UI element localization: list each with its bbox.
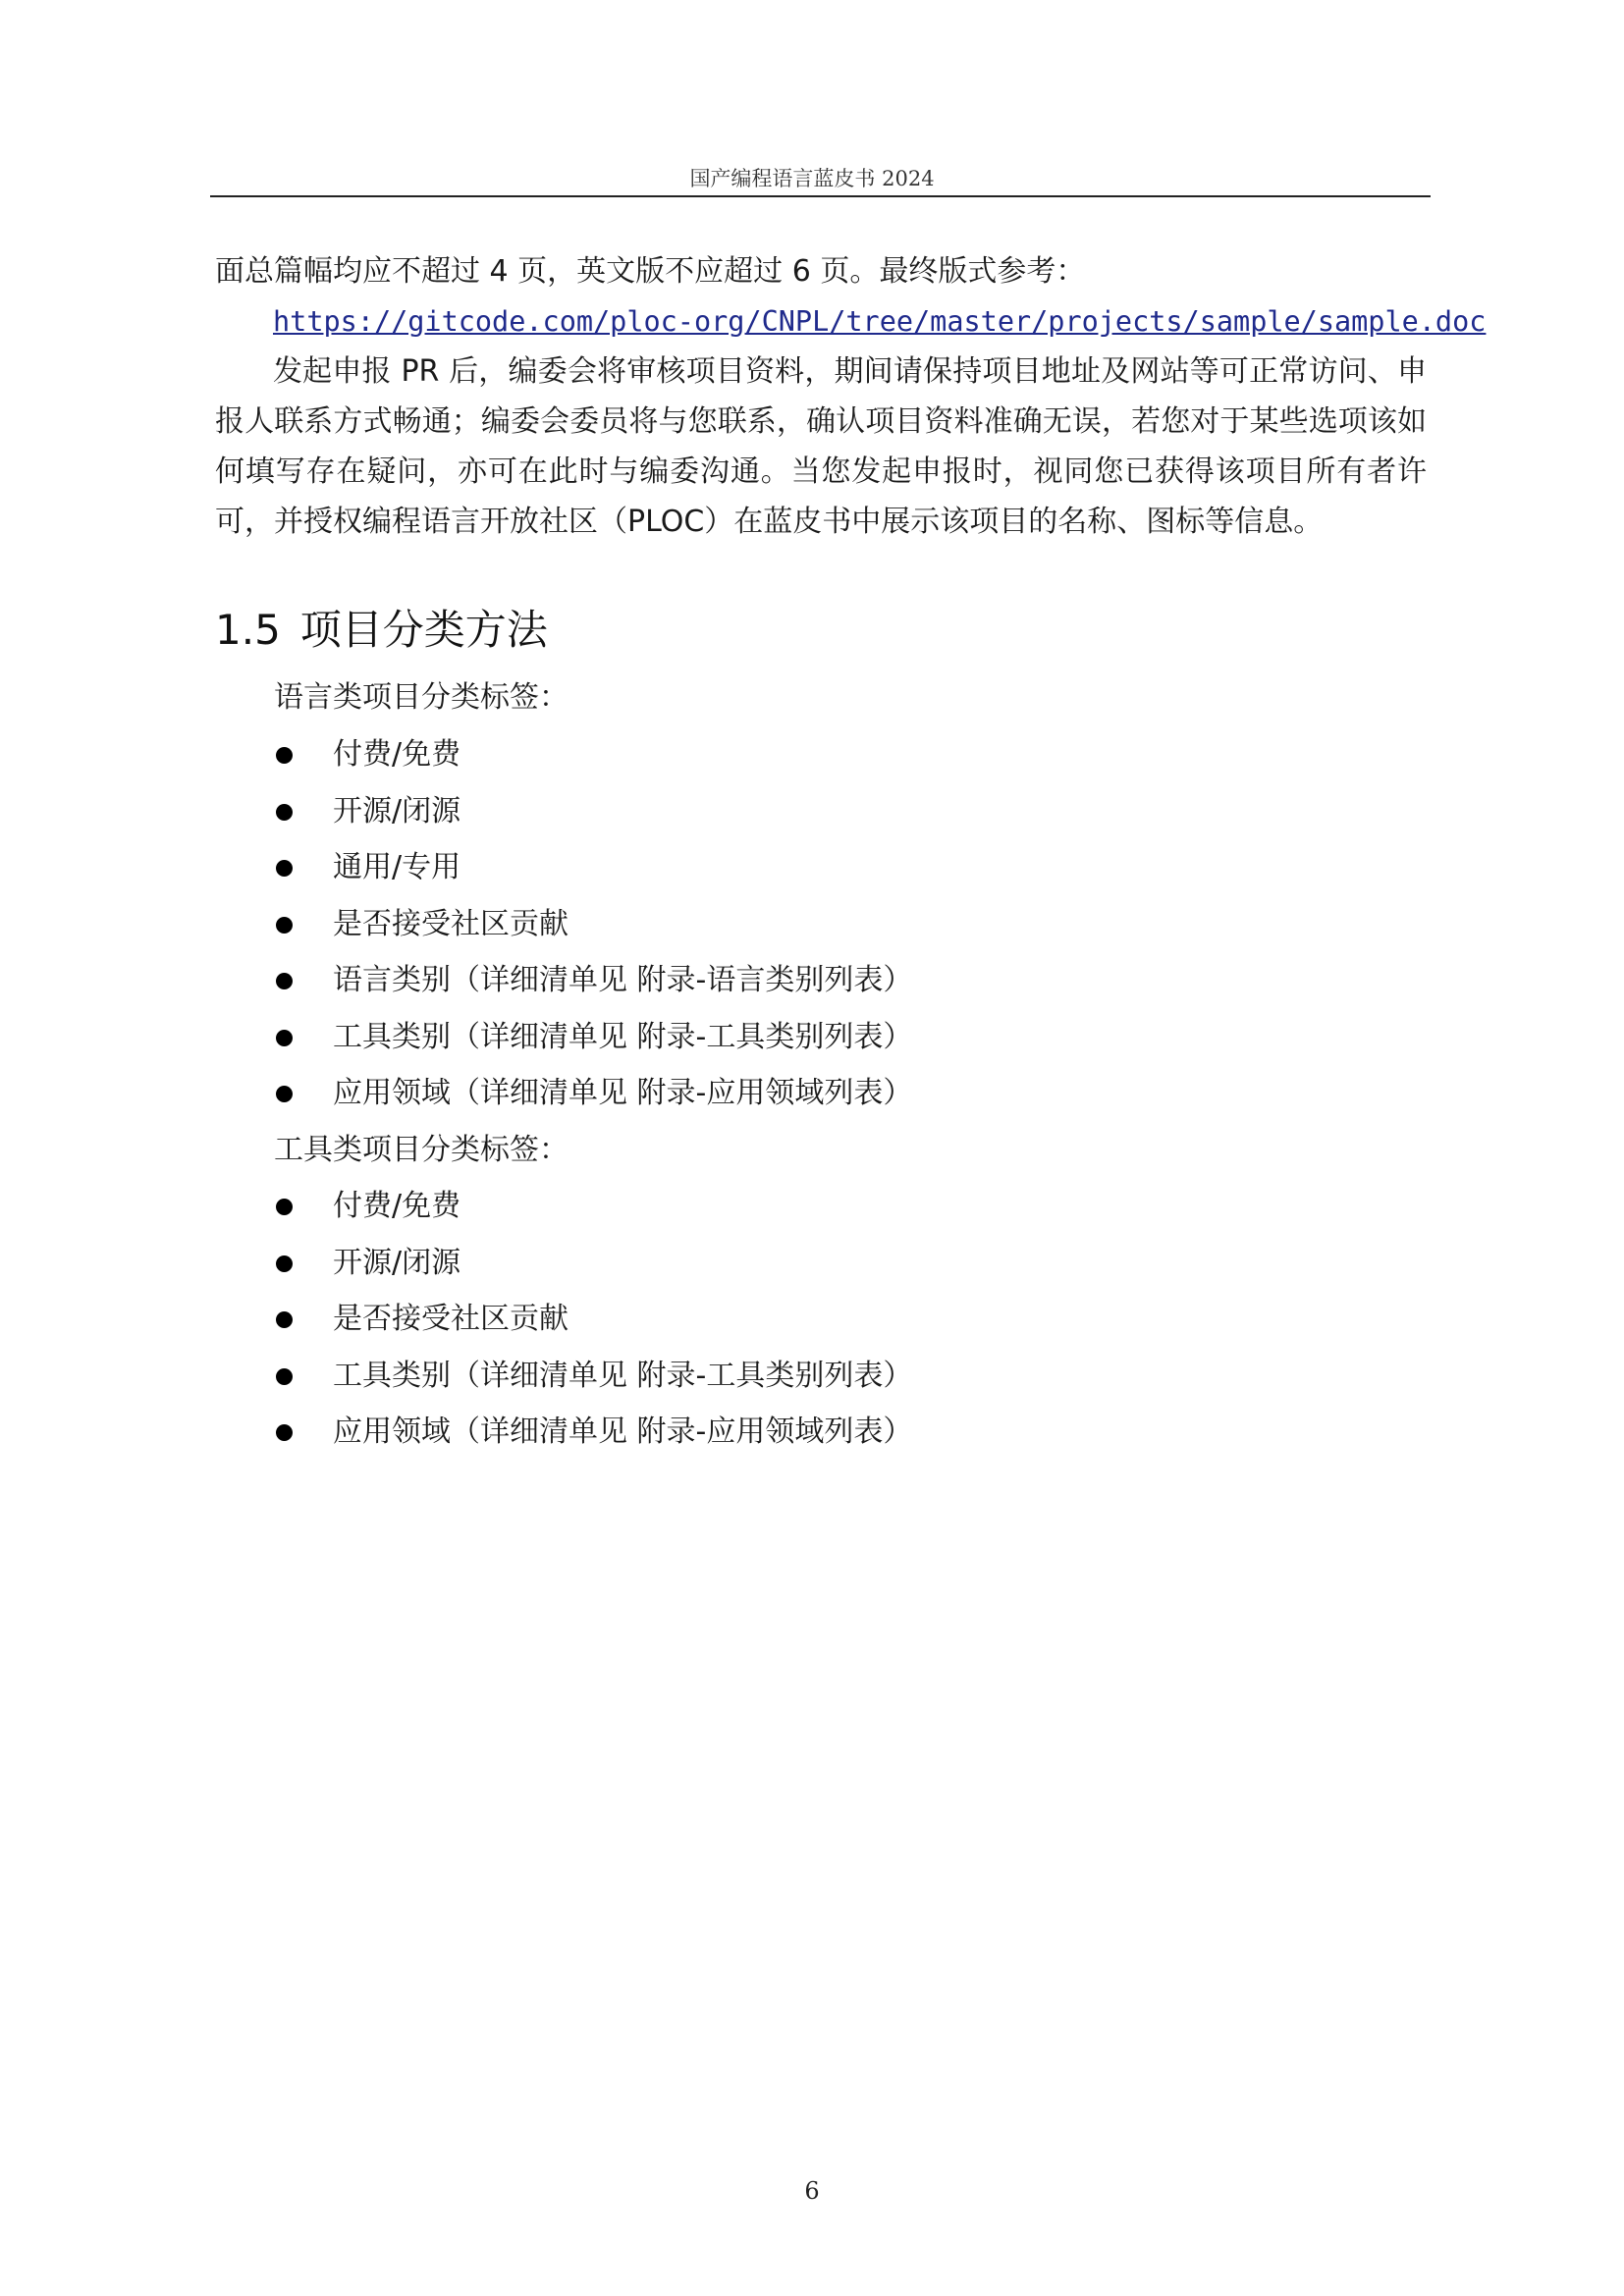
bullet-icon — [276, 747, 293, 764]
bullet-icon — [276, 917, 293, 934]
bullet-icon — [276, 1086, 293, 1102]
bullet-icon — [276, 1199, 293, 1215]
section-title: 项目分类方法 — [299, 606, 548, 654]
language-tags-intro: 语言类项目分类标签： — [274, 680, 568, 715]
bullet-icon — [276, 1424, 293, 1441]
header-divider — [210, 195, 1431, 197]
bullet-icon — [276, 1255, 293, 1272]
paragraph-page-limit: 面总篇幅均应不超过 4 页，英文版不应超过 6 页。最终版式参考： — [215, 254, 1086, 289]
tool-tags-intro: 工具类项目分类标签： — [274, 1133, 568, 1167]
bullet-icon — [276, 860, 293, 877]
page-number: 6 — [804, 2177, 820, 2205]
bullet-icon — [276, 973, 293, 989]
paragraph-review-process: 发起申报 PR 后，编委会将审核项目资料，期间请保持项目地址及网站等可正常访问、申报人联系方式畅通；编委会委员将与您联系，确认项目资料准确无误，若您对于某些选项该如何填写存在疑问，亦可在此时与编委沟通。当您发起申报时，视同您已获得该项目所有者许可，并授权编程语言开放社区（PLOC）在蓝皮书中展示该项目的名称、图标等信息。 — [215, 354, 1427, 539]
section-number: 1.5 — [215, 606, 281, 654]
bullet-icon — [276, 804, 293, 821]
sample-doc-link[interactable]: https://gitcode.com/ploc-org/CNPL/tree/master/projects/sample/sample.doc — [273, 305, 1487, 338]
bullet-icon — [276, 1311, 293, 1328]
section-heading — [215, 601, 548, 660]
bullet-icon — [276, 1368, 293, 1385]
bullet-icon — [276, 1030, 293, 1046]
running-header: 国产编程语言蓝皮书 2024 — [689, 167, 935, 190]
